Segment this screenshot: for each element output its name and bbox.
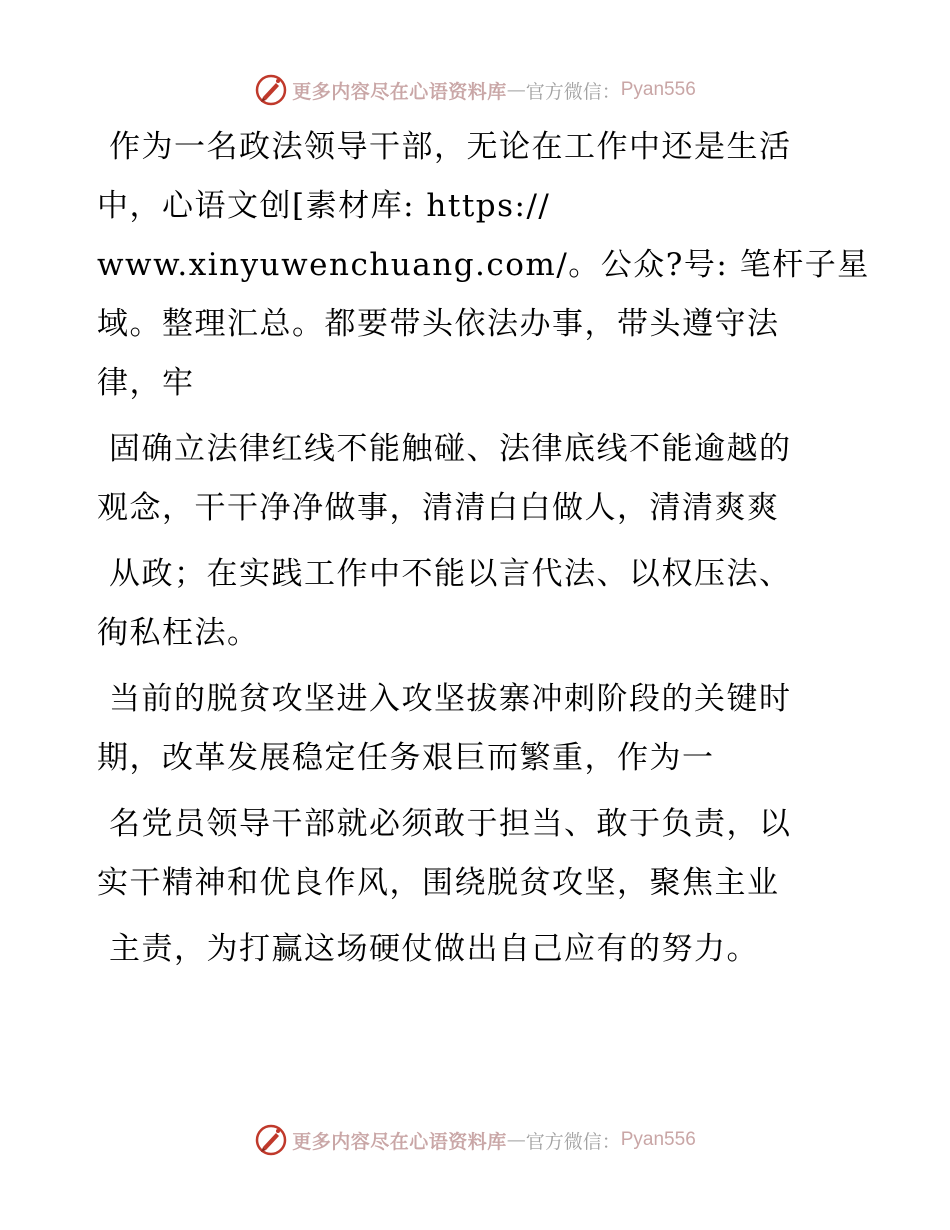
header-official-label: 官方微信： [525,80,621,103]
text-line: 期，改革发展稳定任务艰巨而繁重，作为一 [97,740,715,776]
text-line: 从政；在实践工作中不能以言代法、以权压法、 [109,556,792,592]
text-line: 实干精神和优良作风，围绕脱贫攻坚，聚焦主业 [97,865,780,901]
header-wechat-id: Pyan556 [620,79,696,100]
footer-dash: — [506,1129,526,1151]
text-line: 中，心语文创[素材库: https:// [97,188,551,224]
header-watermark [0,70,950,110]
header-brand-text: 更多内容尽在心语资料库 [292,80,507,103]
text-line: 观念，干干净净做事，清清白白做人，清清爽爽 [97,490,780,526]
pen-logo-icon [254,1123,288,1157]
text-line: 当前的脱贫攻坚进入攻坚拔寨冲刺阶段的关键时 [109,681,792,717]
text-line: 固确立法律红线不能触碰、法律底线不能逾越的 [109,431,792,467]
header-dash: — [506,79,526,101]
text-line: 作为一名政法领导干部，无论在工作中还是生活 [109,129,792,165]
text-line: 名党员领导干部就必须敢于担当、敢于负责，以 [109,806,792,842]
text-line: www.xinyuwenchuang.com/。公众?号: 笔杆子星 [97,247,870,283]
text-line: 主责，为打赢这场硬仗做出自己应有的努力。 [109,931,759,967]
footer-watermark [0,1120,950,1160]
pen-logo-icon [254,73,288,107]
document-body [97,118,870,979]
footer-official-label: 官方微信： [525,1130,621,1153]
footer-wechat-id: Pyan556 [620,1129,696,1150]
footer-brand-text: 更多内容尽在心语资料库 [292,1130,507,1153]
text-line: 徇私枉法。 [97,615,260,651]
text-line: 域。整理汇总。都要带头依法办事，带头遵守法 [97,306,780,342]
text-line: 律，牢 [97,365,195,401]
